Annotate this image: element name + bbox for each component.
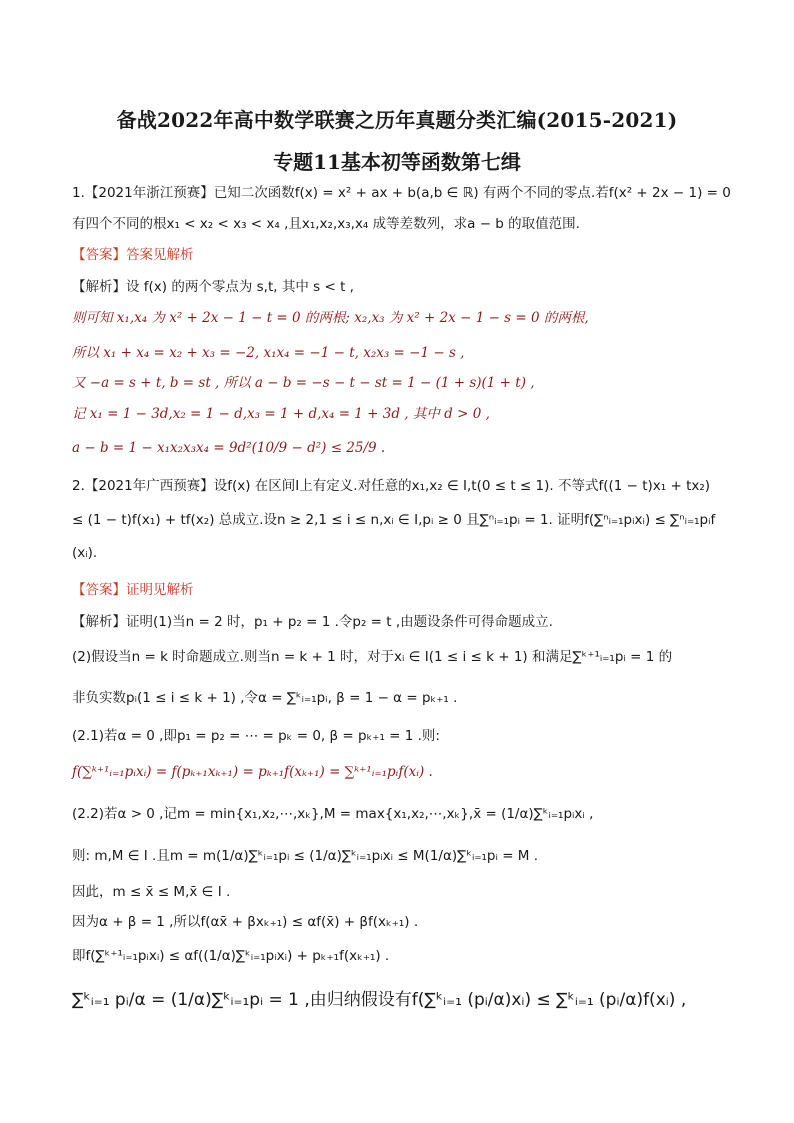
q2-analysis-line-11: ∑ᵏᵢ₌₁ pᵢ/α = (1/α)∑ᵏᵢ₌₁pᵢ = 1 ,由归纳假设有f(∑ᵏᵢ₌₁ (pᵢ/α)xᵢ) ≤ ∑ᵏᵢ₌₁ (pᵢ/α)f(xᵢ) , xyxy=(72,990,687,1010)
q1-line-1: 1.【2021年浙江预赛】已知二次函数f(x) = x² + ax + b(a,b ∈ ℝ) 有两个不同的零点.若f(x² + 2x − 1) = 0 xyxy=(72,185,731,201)
q2-analysis-line-5: f(∑ᵏ⁺¹ᵢ₌₁pᵢxᵢ) = f(pₖ₊₁xₖ₊₁) = pₖ₊₁f(xₖ₊₁) = ∑ᵏ⁺¹ᵢ₌₁pᵢf(xᵢ) . xyxy=(72,764,433,780)
q1-analysis-line-5: 记 x₁ = 1 − 3d,x₂ = 1 − d,x₃ = 1 + d,x₄ = 1 + 3d , 其中 d > 0 , xyxy=(72,406,490,422)
q2-line-3: (xᵢ). xyxy=(72,545,98,561)
q1-analysis-line-6: a − b = 1 − x₁x₂x₃x₄ = 9d²(10/9 − d²) ≤ 25/9 . xyxy=(72,440,386,456)
q2-line-1: 2.【2021年广西预赛】设f(x) 在区间I上有定义.对任意的x₁,x₂ ∈ I,t(0 ≤ t ≤ 1). 不等式f((1 − t)x₁ + tx₂) xyxy=(72,478,711,494)
document-title: 备战2022年高中数学联赛之历年真题分类汇编(2015-2021) xyxy=(116,108,678,132)
q2-analysis-line-4: (2.1)若α = 0 ,即p₁ = p₂ = ⋯ = pₖ = 0, β = pₖ₊₁ = 1 .则: xyxy=(72,728,440,744)
q2-analysis-line-6: (2.2)若α > 0 ,记m = min{x₁,x₂,⋯,xₖ},M = max{x₁,x₂,⋯,xₖ},x̄ = (1/α)∑ᵏᵢ₌₁pᵢxᵢ , xyxy=(72,806,594,822)
q1-analysis-line-3: 所以 x₁ + x₄ = x₂ + x₃ = −2, x₁x₄ = −1 − t, x₂x₃ = −1 − s , xyxy=(72,345,465,361)
q2-analysis-line-10: 即f(∑ᵏ⁺¹ᵢ₌₁pᵢxᵢ) ≤ αf((1/α)∑ᵏᵢ₌₁pᵢxᵢ) + pₖ₊₁f(xₖ₊₁) . xyxy=(72,948,390,964)
q1-analysis-line-2: 则可知 x₁,x₄ 为 x² + 2x − 1 − t = 0 的两根; x₂,x₃ 为 x² + 2x − 1 − s = 0 的两根, xyxy=(72,310,589,326)
q2-analysis-line-8: 因此，m ≤ x̄ ≤ M,x̄ ∈ I . xyxy=(72,884,231,900)
q2-analysis-line-1: 【解析】证明(1)当n = 2 时，p₁ + p₂ = 1 .令p₂ = t ,由题设条件可得命题成立. xyxy=(72,614,553,630)
q1-line-2: 有四个不同的根x₁ < x₂ < x₃ < x₄ ,且x₁,x₂,x₃,x₄ 成等差数列，求a − b 的取值范围. xyxy=(72,216,580,232)
q2-analysis-line-7: 则: m,M ∈ I .且m = m(1/α)∑ᵏᵢ₌₁pᵢ ≤ (1/α)∑ᵏᵢ₌₁pᵢxᵢ ≤ M(1/α)∑ᵏᵢ₌₁pᵢ = M . xyxy=(72,848,539,864)
q1-answer-label: 【答案】答案见解析 xyxy=(72,247,194,263)
q2-answer-label: 【答案】证明见解析 xyxy=(72,582,194,598)
q2-analysis-line-3: 非负实数pᵢ(1 ≤ i ≤ k + 1) ,令α = ∑ᵏᵢ₌₁pᵢ, β = 1 − α = pₖ₊₁ . xyxy=(72,690,458,706)
q1-analysis-line-1: 【解析】设 f(x) 的两个零点为 s,t, 其中 s < t , xyxy=(72,279,354,295)
q1-analysis-line-4: 又 −a = s + t, b = st , 所以 a − b = −s − t − st = 1 − (1 + s)(1 + t) , xyxy=(72,375,535,391)
q2-analysis-line-9: 因为α + β = 1 ,所以f(αx̄ + βxₖ₊₁) ≤ αf(x̄) + βf(xₖ₊₁) . xyxy=(72,914,419,930)
q2-analysis-line-2: (2)假设当n = k 时命题成立.则当n = k + 1 时，对于xᵢ ∈ I(1 ≤ i ≤ k + 1) 和满足∑ᵏ⁺¹ᵢ₌₁pᵢ = 1 的 xyxy=(72,649,673,665)
document-subtitle: 专题11基本初等函数第七缉 xyxy=(273,150,521,174)
q2-line-2: ≤ (1 − t)f(x₁) + tf(x₂) 总成立.设n ≥ 2,1 ≤ i ≤ n,xᵢ ∈ I,pᵢ ≥ 0 且∑ⁿᵢ₌₁pᵢ = 1. 证明f(∑ⁿᵢ₌₁pᵢxᵢ) ≤ ∑ⁿᵢ₌₁pᵢf xyxy=(72,512,716,528)
